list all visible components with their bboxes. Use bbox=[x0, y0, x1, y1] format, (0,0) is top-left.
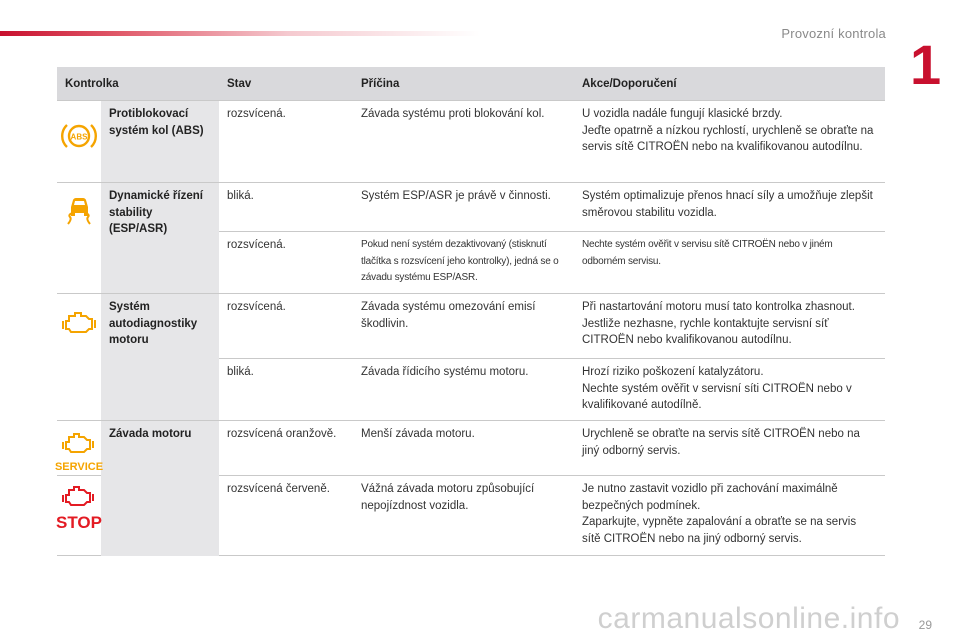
row-akce: Nechte systém ověřit v servisu sítě CITROËN nebo v jiném odborném servisu. bbox=[574, 232, 885, 294]
service-label: SERVICE bbox=[54, 461, 104, 473]
column-header-stav: Stav bbox=[219, 67, 353, 101]
row-stav: rozsvícená. bbox=[219, 232, 353, 294]
column-header-kontrolka: Kontrolka bbox=[57, 67, 219, 101]
row-akce: Systém optimalizuje přenos hnací síly a umožňuje zlepšit směrovou stabilitu vozidla. bbox=[574, 183, 885, 232]
table-row bbox=[57, 101, 885, 183]
page-number: 29 bbox=[918, 618, 932, 632]
row-pricina: Systém ESP/ASR je právě v činnosti. bbox=[353, 183, 574, 232]
engine-check-icon bbox=[61, 308, 97, 336]
row-stav: rozsvícená červeně. bbox=[219, 476, 353, 556]
service-engine-icon bbox=[54, 427, 104, 475]
row-stav: rozsvícená. bbox=[219, 101, 353, 183]
table-header-row bbox=[57, 67, 885, 101]
section-title: Provozní kontrola bbox=[781, 26, 886, 41]
row-name: Systém autodiagnostiky motoru bbox=[101, 294, 219, 421]
row-pricina: Pokud není systém dezaktivovaný (stisknutí tlačítka s rozsvícení jeho kontrolky), jedná se o závadu systému ESP/ASR. bbox=[353, 232, 574, 294]
row-pricina: Menší závada motoru. bbox=[353, 421, 574, 476]
row-name: Dynamické řízení stability (ESP/ASR) bbox=[101, 183, 219, 294]
stop-engine-icon bbox=[57, 480, 101, 532]
column-header-akce: Akce/Doporučení bbox=[574, 67, 885, 101]
row-stav: bliká. bbox=[219, 183, 353, 232]
table-row bbox=[57, 294, 885, 359]
table-row bbox=[57, 183, 885, 232]
table-row bbox=[57, 421, 885, 476]
icon-cell bbox=[57, 183, 101, 294]
row-name: Závada motoru bbox=[101, 421, 219, 556]
row-stav: rozsvícená. bbox=[219, 294, 353, 359]
row-name: Protiblokovací systém kol (ABS) bbox=[101, 101, 219, 183]
row-akce: U vozidla nadále fungují klasické brzdy. Jeďte opatrně a nízkou rychlostí, urychleně se obraťte na servis sítě CITROËN nebo na kvalifikovanou autodílnu. bbox=[574, 101, 885, 183]
row-stav: rozsvícená oranžově. bbox=[219, 421, 353, 476]
icon-cell bbox=[54, 421, 104, 476]
icon-cell bbox=[57, 294, 101, 421]
row-pricina: Závada systému proti blokování kol. bbox=[353, 101, 574, 183]
watermark: carmanualsonline.info bbox=[597, 602, 900, 635]
row-akce: Hrozí riziko poškození katalyzátoru. Nechte systém ověřit v servisní síti CITROËN nebo v kvalifikované autodílně. bbox=[574, 359, 885, 421]
icon-cell bbox=[57, 476, 101, 556]
chapter-marker bbox=[900, 33, 946, 96]
row-akce: Při nastartování motoru musí tato kontrolka zhasnout. Jestliže nezhasne, rychle kontaktujte servisní síť CITROËN nebo kvalifikovanou autodílnu. bbox=[574, 294, 885, 359]
svg-text:ABS: ABS bbox=[70, 132, 88, 142]
stop-label: STOP bbox=[56, 513, 102, 532]
row-stav: bliká. bbox=[219, 359, 353, 421]
esp-skid-icon bbox=[62, 193, 96, 227]
row-pricina: Vážná závada motoru způsobující nepojízdnost vozidla. bbox=[353, 476, 574, 556]
row-pricina: Závada řídicího systému motoru. bbox=[353, 359, 574, 421]
header-accent-bar bbox=[0, 31, 480, 36]
column-header-pricina: Příčina bbox=[353, 67, 574, 101]
row-akce: Je nutno zastavit vozidlo při zachování maximálně bezpečných podmínek. Zaparkujte, vypněte zapalování a obraťte se na servis sítě CITROËN nebo na jiný odborný servis. bbox=[574, 476, 885, 556]
abs-warning-icon bbox=[60, 119, 98, 153]
row-pricina: Závada systému omezování emisí škodlivin. bbox=[353, 294, 574, 359]
row-akce: Urychleně se obraťte na servis sítě CITROËN nebo na jiný odborný servis. bbox=[574, 421, 885, 476]
warning-lights-table bbox=[54, 67, 885, 556]
chapter-number: 1 bbox=[910, 33, 942, 96]
icon-cell bbox=[57, 101, 101, 183]
